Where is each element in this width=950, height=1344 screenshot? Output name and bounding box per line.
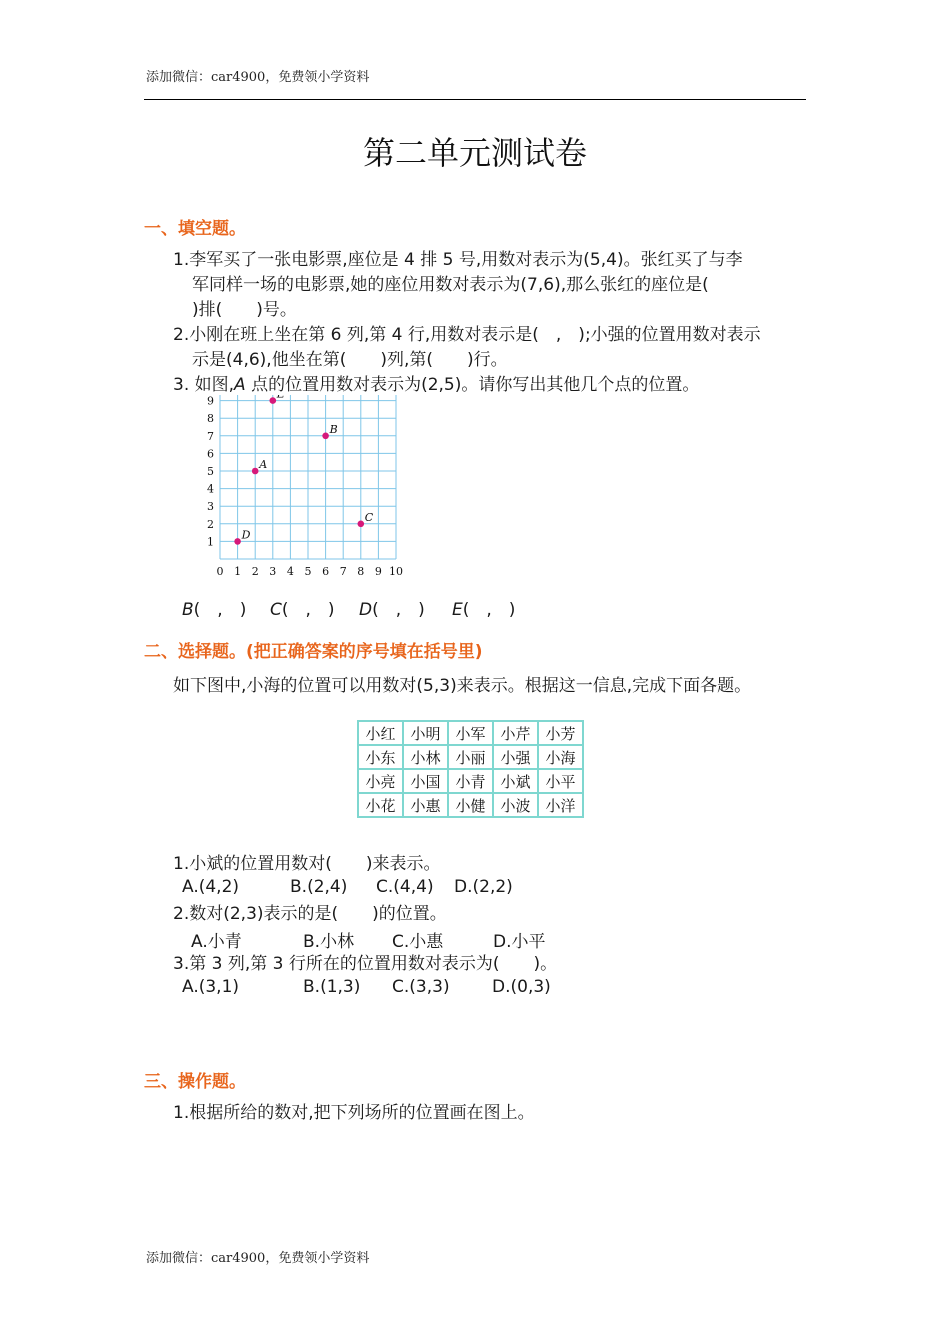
y-tick-label: 2	[207, 517, 214, 531]
x-tick-label: 10	[389, 565, 403, 578]
coordinate-grid-chart	[192, 395, 422, 594]
choice-1-option-a[interactable]: A.(4,2)	[182, 877, 240, 897]
point-label-c: C	[364, 510, 374, 524]
question-1-3-post: 点的位置用数对表示为(2,5)。请你写出其他几个点的位置。	[245, 375, 700, 395]
choice-1-option-b[interactable]: B.(2,4)	[290, 877, 348, 897]
y-tick-label: 5	[207, 465, 214, 478]
x-tick-label: 0	[216, 565, 224, 578]
choice-3-option-d[interactable]: D.(0,3)	[492, 977, 551, 997]
point-label-a: A	[259, 458, 268, 471]
seating-row	[358, 745, 583, 769]
point-a	[252, 468, 259, 475]
point-label-b: B	[329, 422, 338, 436]
point-label-e	[276, 395, 285, 401]
seating-row	[358, 769, 583, 793]
point-c	[358, 521, 365, 528]
question-1-1-line-2: 军同样一场的电影票,她的座位用数对表示为(7,6),那么张红的座位是(	[192, 275, 709, 295]
header-note: 添加微信：car4900，免费领小学资料	[146, 70, 370, 85]
seat-cell: 小国	[403, 769, 448, 793]
question-1-3-letter: A	[234, 375, 246, 395]
seat-cell: 小斌	[493, 769, 538, 793]
choice-question-1: 1.小斌的位置用数对( )来表示。	[173, 854, 441, 874]
seat-cell: 小芹	[493, 721, 538, 745]
choice-2-option-a[interactable]: A.小青	[191, 932, 242, 952]
answer-blank-e	[452, 598, 515, 623]
seat-cell: 小军	[448, 721, 493, 745]
seat-cell: 小洋	[538, 793, 583, 817]
point-label-d: D	[241, 528, 251, 542]
seat-cell: 小亮	[358, 769, 403, 793]
seating-table	[357, 720, 584, 818]
answer-paren-e[interactable]: ( , )	[462, 600, 516, 620]
seat-cell: 小平	[538, 769, 583, 793]
seat-cell: 小青	[448, 769, 493, 793]
choice-3-option-c[interactable]: C.(3,3)	[392, 977, 450, 997]
answer-paren-b[interactable]: ( , )	[193, 600, 247, 620]
seat-cell: 小明	[403, 721, 448, 745]
answer-blank-d	[359, 598, 425, 623]
choice-2-option-b[interactable]: B.小林	[303, 932, 355, 952]
answer-blank-c	[270, 598, 335, 623]
question-1-2-line-2: 示是(4,6),他坐在第( )列,第( )行。	[192, 350, 508, 370]
seat-cell: 小红	[358, 721, 403, 745]
y-tick-label: 3	[207, 500, 214, 514]
choice-3-option-a[interactable]: A.(3,1)	[182, 977, 240, 997]
seat-cell: 小强	[493, 745, 538, 769]
choice-question-3: 3.第 3 列,第 3 行所在的位置用数对表示为( )。	[173, 954, 558, 974]
x-tick-label: 2	[251, 565, 259, 578]
point-e	[270, 397, 277, 404]
footer-note: 添加微信：car4900，免费领小学资料	[146, 1251, 370, 1266]
seat-cell: 小丽	[448, 745, 493, 769]
answer-paren-d[interactable]: ( , )	[372, 600, 425, 620]
seat-cell: 小惠	[403, 793, 448, 817]
choice-question-2: 2.数对(2,3)表示的是( )的位置。	[173, 904, 447, 924]
header-divider	[144, 99, 806, 100]
answer-paren-c[interactable]: ( , )	[281, 600, 335, 620]
x-tick-label: 1	[234, 565, 242, 578]
x-tick-label: 4	[286, 565, 294, 578]
seating-row	[358, 721, 583, 745]
question-1-1-line-3: )排( )号。	[192, 300, 297, 320]
y-tick-label: 4	[207, 482, 214, 496]
y-tick-label: 7	[207, 429, 214, 443]
point-b	[322, 433, 329, 440]
y-tick-label: 8	[207, 412, 214, 426]
answer-label-c: C	[270, 600, 282, 620]
x-tick-label: 8	[357, 565, 365, 578]
answer-blank-b	[182, 598, 246, 623]
operation-question-1: 1.根据所给的数对,把下列场所的位置画在图上。	[173, 1103, 535, 1123]
seating-row	[358, 793, 583, 817]
choice-1-option-d[interactable]: D.(2,2)	[454, 877, 513, 897]
section-3-heading: 三、操作题。	[144, 1072, 246, 1092]
question-1-2-line-1: 2.小刚在班上坐在第 6 列,第 4 行,用数对表示是( , );小强的位置用数对表示	[173, 325, 761, 345]
answer-label-b: B	[182, 600, 194, 620]
choice-2-option-d[interactable]: D.小平	[493, 932, 546, 952]
section-1-heading: 一、填空题。	[144, 219, 246, 239]
y-tick-label: 1	[207, 535, 214, 549]
x-tick-label: 3	[269, 565, 277, 578]
seat-cell: 小健	[448, 793, 493, 817]
seat-cell: 小花	[358, 793, 403, 817]
y-tick-label: 9	[207, 395, 214, 408]
point-d	[234, 538, 241, 545]
x-tick-label: 6	[322, 565, 330, 578]
choice-3-option-b[interactable]: B.(1,3)	[303, 977, 361, 997]
answer-label-e: E	[452, 600, 463, 620]
coordinate-grid-svg	[192, 395, 422, 590]
question-1-3-pre: 3. 如图,	[173, 375, 235, 395]
x-tick-label: 7	[339, 565, 347, 578]
x-tick-label: 9	[374, 565, 382, 578]
page-title: 第二单元测试卷	[362, 134, 587, 172]
section-2-heading: 二、选择题。(把正确答案的序号填在括号里)	[144, 642, 483, 662]
y-tick-label: 6	[207, 447, 214, 461]
answer-label-d: D	[359, 600, 373, 620]
seat-cell: 小林	[403, 745, 448, 769]
section-2-intro: 如下图中,小海的位置可以用数对(5,3)来表示。根据这一信息,完成下面各题。	[173, 676, 752, 696]
choice-2-option-c[interactable]: C.小惠	[392, 932, 444, 952]
x-tick-label: 5	[304, 565, 312, 578]
seat-cell: 小芳	[538, 721, 583, 745]
question-1-1-line-1: 1.李军买了一张电影票,座位是 4 排 5 号,用数对表示为(5,4)。张红买了与李	[173, 250, 743, 270]
choice-1-option-c[interactable]: C.(4,4)	[376, 877, 434, 897]
seat-cell: 小波	[493, 793, 538, 817]
seat-cell: 小海	[538, 745, 583, 769]
seat-cell: 小东	[358, 745, 403, 769]
